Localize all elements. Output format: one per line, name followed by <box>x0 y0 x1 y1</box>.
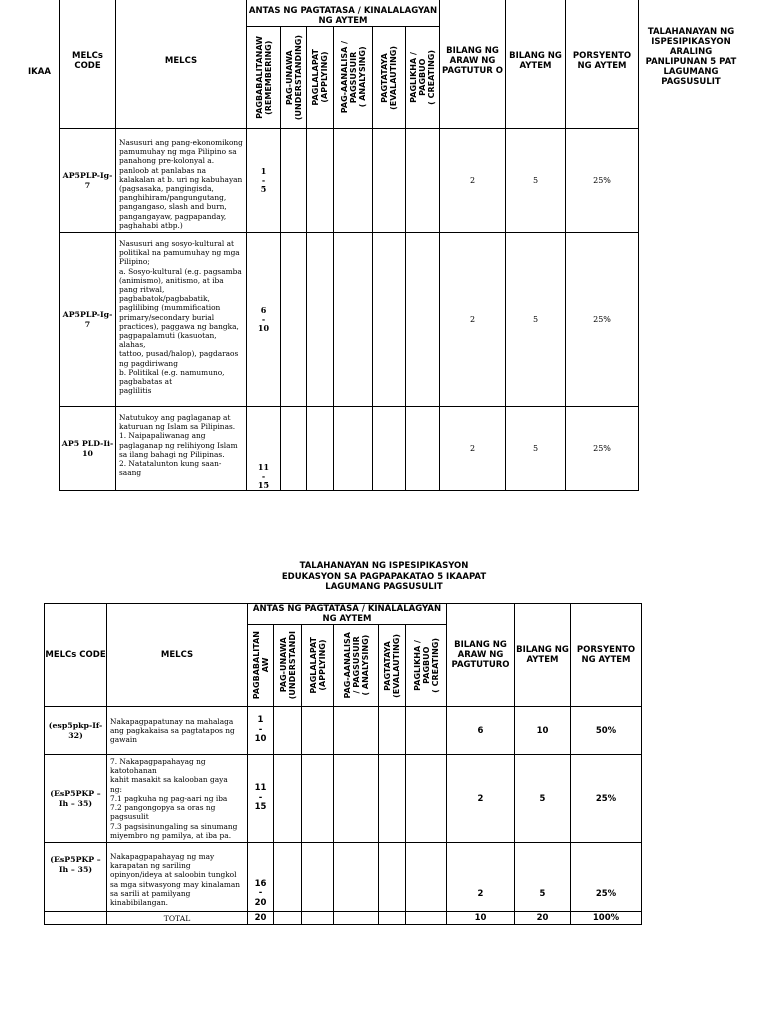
item-range-cell: 6 - 10 <box>247 233 281 407</box>
melcs-code-cell: (esp5pkp-If-32) <box>45 707 107 755</box>
days-cell: 2 <box>440 233 506 407</box>
header-antas: ANTAS NG PAGTATASA / KINALALAGYAN NG AYTEM <box>247 0 440 27</box>
header-level-applying: PAGLALAPAT (APPLYING) <box>307 27 334 129</box>
melcs-cell: Nasusuri ang sosyo-kultural at politikal na pamumuhay ng mga Pilipino; a. Sosyo-kultural (e.g. pagsamba (animismo), anitismo, at iba pang ritwal, pagbabatok/pagbabatik, paglilibing (mummification primary/secondary burial practices), paggawa ng bangka, pagpapalamuti (kasuotan, alahas, tattoo, pusad/halop), pagdaraos ng pagdiriwang b. Politikal (e.g. namumuno, pagbabatas at paglilitis <box>116 233 247 407</box>
items-cell: 5 <box>515 843 571 912</box>
header-level-creating: PAGLIKHA / PAGBUO ( CREATING) <box>406 625 447 707</box>
percent-cell: 25% <box>566 129 639 233</box>
table-row <box>60 407 639 491</box>
melcs-code-cell: AP5 PLD-Ii-10 <box>60 407 116 491</box>
header-bilang-araw: BILANG NG ARAW NG PAGTUTUR O <box>440 0 506 129</box>
days-cell: 6 <box>447 707 515 755</box>
melcs-cell: Natutukoy ang paglaganap at katuruan ng Islam sa Pilipinas. 1. Naipapaliwanag ang paglaganap ng relihiyong Islam sa ilang bahagi ng Pilipinas. 2. Natatalunton kung saan- saang <box>116 407 247 491</box>
total-range: 20 <box>248 912 274 925</box>
header-melcs-code: MELCs CODE <box>45 604 107 707</box>
melcs-cell: 7. Nakapagpapahayag ng katotohanan kahit masakit sa kalooban gaya ng: 7.1 pagkuha ng pag-aari ng iba 7.2 pangongopya sa oras ng pagsusulit 7.3 pagsisinungaling sa sinumang miyembro ng pamilya, at iba pa. <box>107 755 248 843</box>
items-cell: 5 <box>515 755 571 843</box>
melcs-code-cell: AP5PLP-Ig-7 <box>60 233 116 407</box>
total-row <box>45 912 642 925</box>
melcs-code-cell: (EsP5PKP – Ih – 35) <box>45 755 107 843</box>
melcs-code-cell: (EsP5PKP – Ih – 35) <box>45 843 107 912</box>
header-melcs: MELCS <box>107 604 248 707</box>
items-cell: 5 <box>506 407 566 491</box>
table-row <box>45 755 642 843</box>
days-cell: 2 <box>440 129 506 233</box>
days-cell: 2 <box>447 755 515 843</box>
items-cell: 10 <box>515 707 571 755</box>
top-spec-table <box>59 0 639 491</box>
item-range-cell: 11 - 15 <box>247 407 281 491</box>
table-row <box>45 843 642 912</box>
bottom-spec-table <box>44 603 642 925</box>
days-cell: 2 <box>447 843 515 912</box>
header-level-analysing: PAG-AANALISA / PAGSUSUIR ( ANALYSING) <box>334 625 379 707</box>
item-range-cell: 1 - 5 <box>247 129 281 233</box>
percent-cell: 25% <box>571 843 642 912</box>
header-level-remembering: PAGBABALITAN AW <box>248 625 274 707</box>
table-row <box>60 129 639 233</box>
header-bilang-aytem: BILANG NG AYTEM <box>506 0 566 129</box>
melcs-code-cell: AP5PLP-Ig-7 <box>60 129 116 233</box>
header-bilang-araw: BILANG NG ARAW NG PAGTUTURO <box>447 604 515 707</box>
total-days: 10 <box>447 912 515 925</box>
side-label: IKAA <box>28 67 51 77</box>
header-level-understanding: PAG-UNAWA (UNDERSTANDI <box>274 625 302 707</box>
header-level-remembering: PAGBABALITANAW (REMEMBERING) <box>247 27 281 129</box>
header-level-applying: PAGLALAPAT (APPLYING) <box>302 625 334 707</box>
header-level-evaluating: PAGTATAYA (EVALAUTING) <box>379 625 406 707</box>
melcs-cell: Nasusuri ang pang-ekonomikong pamumuhay ng mga Pilipino sa panahong pre-kolonyal a. panloob at panlabas na kalakalan at b. uri ng kabuhayan (pagsasaka, pangingisda, panghihiram/pangungutang, pangangaso, slash and burn, pangangayaw, pagpapanday, paghahabi atbp.) <box>116 129 247 233</box>
percent-cell: 25% <box>571 755 642 843</box>
item-range-cell: 16 - 20 <box>248 843 274 912</box>
total-label: TOTAL <box>107 912 248 925</box>
header-antas: ANTAS NG PAGTATASA / KINALALAGYAN NG AYTEM <box>248 604 447 625</box>
total-items: 20 <box>515 912 571 925</box>
table-row <box>45 707 642 755</box>
header-porsyento: PORSYENTO NG AYTEM <box>566 0 639 129</box>
header-melcs: MELCS <box>116 0 247 129</box>
items-cell: 5 <box>506 129 566 233</box>
header-level-evaluating: PAGTATAYA (EVALAUTING) <box>373 27 406 129</box>
item-range-cell: 1 - 10 <box>248 707 274 755</box>
header-level-understanding: PAG-UNAWA (UNDERSTANDING) <box>281 27 307 129</box>
header-bilang-aytem: BILANG NG AYTEM <box>515 604 571 707</box>
page-title: TALAHANAYAN NG ISPESIPIKASYON EDUKASYON SA PAGPAPAKATAO 5 IKAAPAT LAGUMANG PAGSUSULIT <box>281 561 487 592</box>
header-melcs-code: MELCs CODE <box>60 0 116 129</box>
items-cell: 5 <box>506 233 566 407</box>
side-title: TALAHANAYAN NG ISPESIPIKASYON ARALING PANLIPUNAN 5 PAT LAGUMANG PAGSUSULIT <box>645 27 737 87</box>
percent-cell: 25% <box>566 233 639 407</box>
days-cell: 2 <box>440 407 506 491</box>
melcs-cell: Nakapagpapatunay na mahalaga ang pagkakaisa sa pagtatapos ng gawain <box>107 707 248 755</box>
total-percent: 100% <box>571 912 642 925</box>
header-level-analysing: PAG-AANALISA / PAGSUSUIR ( ANALYSING) <box>334 27 373 129</box>
percent-cell: 25% <box>566 407 639 491</box>
melcs-cell: Nakapagpapahayag ng may karapatan ng sariling opinyon/ideya at saloobin tungkol sa mga sitwasyong may kinalaman sa sarili at pamilyang kinabibilangan. <box>107 843 248 912</box>
header-level-creating: PAGLIKHA / PAGBUO ( CREATING) <box>406 27 440 129</box>
percent-cell: 50% <box>571 707 642 755</box>
header-porsyento: PORSYENTO NG AYTEM <box>571 604 642 707</box>
top-section <box>0 0 768 491</box>
table-row <box>60 233 639 407</box>
item-range-cell: 11 - 15 <box>248 755 274 843</box>
